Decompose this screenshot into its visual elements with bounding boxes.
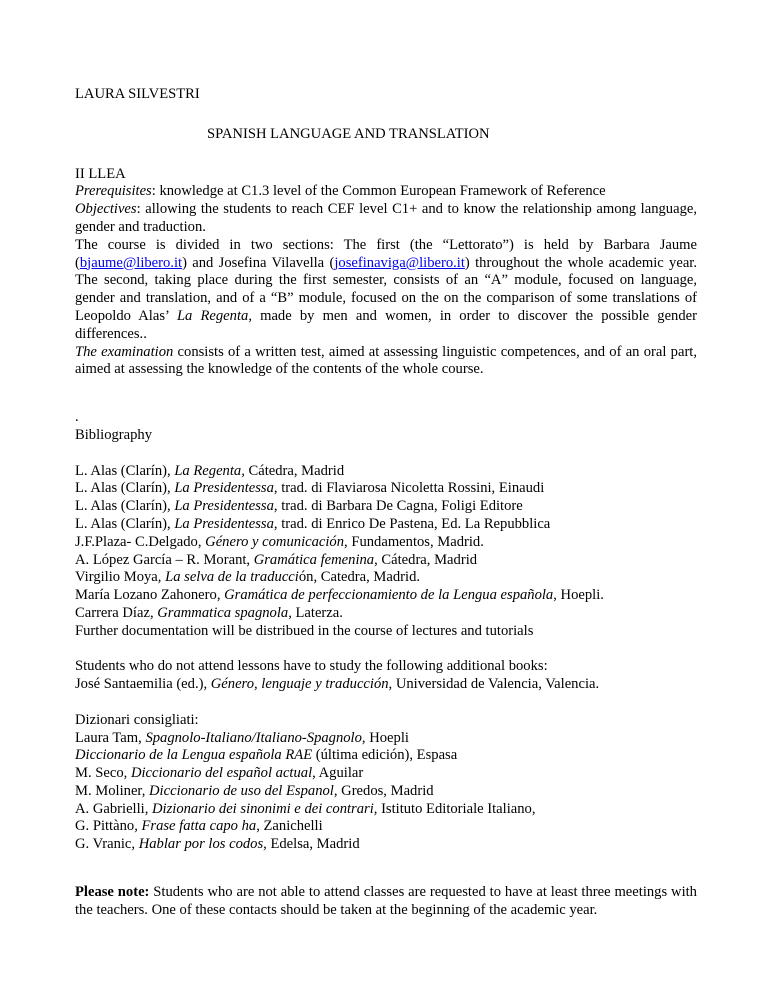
bibliography-item: Carrera Díaz, Grammatica spagnola, Laterza. — [75, 604, 343, 621]
bibliography-item: L. Alas (Clarín), La Presidentessa, trad. di Barbara De Cagna, Foligi Editore — [75, 498, 523, 515]
author-name: LAURA SILVESTRI — [75, 86, 200, 102]
course-level: II LLEA — [75, 165, 126, 182]
bibliography-item: L. Alas (Clarín), La Presidentessa, trad. di Enrico De Pastena, Ed. La Repubblica — [75, 515, 551, 532]
bibliography-list — [75, 463, 697, 641]
stray-dot: . — [75, 409, 79, 426]
dictionary-item: Laura Tam, Spagnolo-Italiano/Italiano-Spagnolo, Hoepli — [75, 729, 409, 746]
objectives-text: : allowing the students to reach CEF level C1+ and to know the relationship among language, gender and traduction. — [75, 201, 697, 235]
dictionary-item: G. Vranic, Hablar por los codos, Edelsa, Madrid — [75, 836, 360, 853]
book-title-la-regenta: La Regenta — [176, 307, 249, 324]
non-attending-book: José Santaemilia (ed.), Género, lenguaje y traducción, Universidad de Valencia, Valencia. — [75, 676, 600, 693]
bibliography-item: L. Alas (Clarín), La Presidentessa, trad. di Flaviarosa Nicoletta Rossini, Einaudi — [75, 480, 545, 497]
dictionaries-list — [75, 730, 697, 855]
objectives — [75, 201, 697, 237]
email-link-josefinaviga[interactable]: josefinaviga@libero.it — [334, 254, 465, 271]
prerequisites-text: : knowledge at C1.3 level of the Common European Framework of Reference — [151, 183, 606, 200]
objectives-label: Objectives — [75, 201, 137, 218]
description-text: ) throughout the whole academic year. The second, taking place during the first semester, consists of an “A” module, focused on language, gender and translation, and of a “B” module, focused on the on the comparison of some translations of Leopoldo Alas’ — [75, 254, 698, 324]
bibliography-item: L. Alas (Clarín), La Regenta, Cátedra, Madrid — [75, 462, 345, 479]
description-text: ) and Josefina Vilavella ( — [182, 254, 335, 271]
dictionary-item: Diccionario de la Lengua española RAE (última edición), Espasa — [75, 747, 458, 764]
examination-label: The examination — [75, 343, 174, 360]
course-title: SPANISH LANGUAGE AND TRANSLATION — [207, 125, 490, 142]
description-text: The course is divided in two sections: The first (the “Lettorato”) is held by Barbara Jaume ( — [75, 236, 697, 271]
course-description — [75, 237, 697, 344]
document-page — [75, 86, 697, 920]
please-note-text: Students who are not able to attend classes are requested to have at least three meetings with the teachers. One of these contacts should be taken at the beginning of the academic year. — [75, 884, 697, 918]
bibliography-item: A. López García – R. Morant, Gramática femenina, Cátedra, Madrid — [75, 551, 478, 568]
prerequisites — [75, 183, 697, 201]
dictionary-item: A. Gabrielli, Dizionario dei sinonimi e dei contrari, Istituto Editoriale Italiano, — [75, 800, 536, 817]
prerequisites-label: Prerequisites — [75, 183, 152, 200]
examination-text: consists of a written test, aimed at assessing linguistic competences, and of an oral part, aimed at assessing the knowledge of the contents of the whole course. — [75, 343, 698, 378]
examination — [75, 344, 697, 380]
bibliography-item: J.F.Plaza- C.Delgado, Género y comunicación, Fundamentos, Madrid. — [75, 533, 484, 550]
bibliography-heading: Bibliography — [75, 426, 153, 443]
email-link-bjaume[interactable]: bjaume@libero.it — [79, 254, 183, 271]
non-attending-intro: Students who do not attend lessons have to study the following additional books: — [75, 658, 548, 675]
dictionaries-heading: Dizionari consigliati: — [75, 711, 199, 728]
dictionary-item: M. Moliner, Diccionario de uso del Espanol, Gredos, Madrid — [75, 782, 434, 799]
further-documentation: Further documentation will be distribued in the course of lectures and tutorials — [75, 622, 534, 639]
dictionary-item: M. Seco, Diccionario del español actual, Aguilar — [75, 765, 364, 782]
please-note — [75, 884, 697, 920]
please-note-label: Please note: — [75, 884, 150, 901]
dictionary-item: G. Pittàno, Frase fatta capo ha, Zanichelli — [75, 818, 323, 835]
bibliography-item: María Lozano Zahonero, Gramática de perfeccionamiento de la Lengua española, Hoepli. — [75, 587, 604, 604]
bibliography-item: Virgilio Moya, La selva de la traducción, Catedra, Madrid. — [75, 569, 421, 586]
description-text: , made by men and women, in order to discover the possible gender differences.. — [75, 307, 697, 342]
